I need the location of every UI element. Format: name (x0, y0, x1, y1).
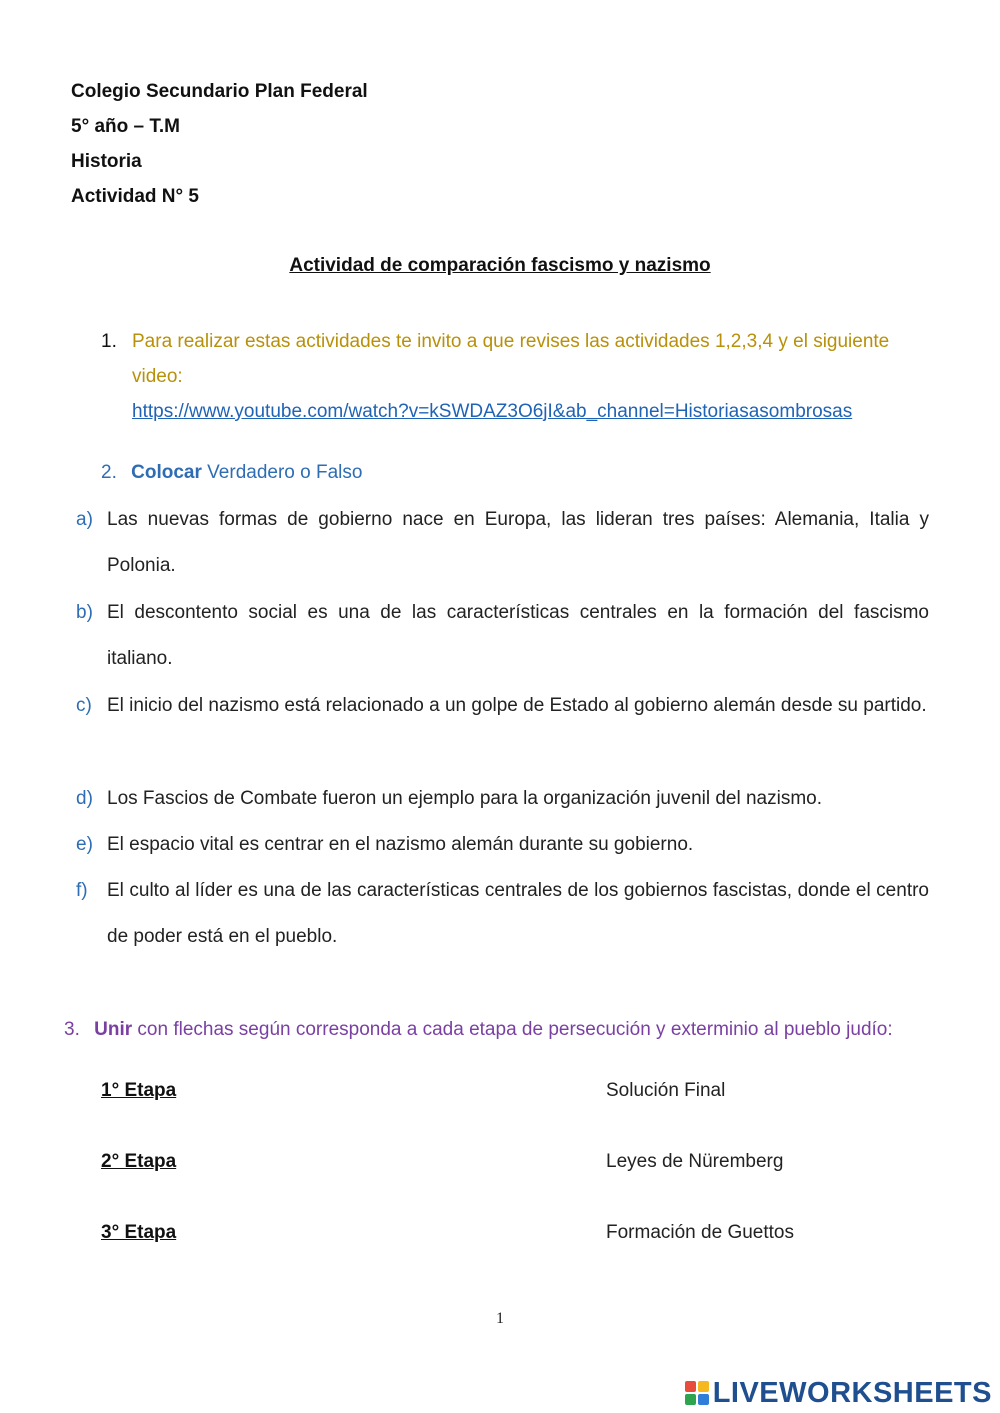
statement-text: El inicio del nazismo está relacionado a un golpe de Estado al gobierno alemán desde su partido. (107, 695, 927, 716)
statement-text: El descontento social es una de las características centrales en la formación del fascismo italiano. (107, 602, 929, 669)
statement-c (76, 683, 929, 729)
statement-label: d) (76, 788, 93, 809)
statement-text: Los Fascios de Combate fueron un ejemplo para la organización juvenil del nazismo. (107, 788, 823, 809)
question-2-number: 2. (101, 462, 117, 483)
statement-label: b) (76, 602, 93, 623)
stage-1[interactable]: 1° Etapa (101, 1080, 177, 1101)
question-3 (64, 1019, 893, 1041)
statement-label: c) (76, 695, 92, 716)
logo-square (698, 1381, 709, 1392)
statement-f (76, 868, 929, 960)
option-formacion-guettos[interactable]: Formación de Guettos (606, 1222, 794, 1243)
question-3-verb: Unir (94, 1019, 133, 1040)
question-3-number: 3. (64, 1019, 80, 1040)
question-1-text: Para realizar estas actividades te invito a que revises las actividades 1,2,3,4 y el siguiente video: (132, 331, 890, 387)
statement-e (76, 822, 929, 868)
statement-text: El espacio vital es centrar en el nazismo alemán durante su gobierno. (107, 834, 694, 855)
liveworksheets-brand (685, 1374, 992, 1412)
logo-square (685, 1394, 696, 1405)
statement-a (76, 497, 929, 589)
activity-number: Actividad N° 5 (71, 186, 199, 207)
video-link[interactable]: https://www.youtube.com/watch?v=kSWDAZ3O6jI&ab_channel=Historiasasombrosas (132, 401, 853, 422)
statement-label: f) (76, 880, 88, 901)
question-1-number: 1. (101, 331, 117, 352)
question-1 (101, 324, 941, 429)
liveworksheets-logo-icon (685, 1381, 709, 1405)
option-solucion-final[interactable]: Solución Final (606, 1080, 726, 1101)
subject: Historia (71, 151, 142, 172)
statement-label: e) (76, 834, 93, 855)
statement-label: a) (76, 509, 93, 530)
page-number: 1 (496, 1310, 504, 1327)
statement-b (76, 590, 929, 682)
brand-name: LIVEWORKSHEETS (712, 1376, 992, 1409)
statement-text: El culto al líder es una de las características centrales de los gobiernos fascistas, donde el centro de poder está en el pueblo. (107, 880, 929, 947)
logo-square (685, 1381, 696, 1392)
stage-3[interactable]: 3° Etapa (101, 1222, 177, 1243)
option-leyes-nuremberg[interactable]: Leyes de Nüremberg (606, 1151, 784, 1172)
question-2 (101, 462, 362, 484)
logo-square (698, 1394, 709, 1405)
question-2-verb: Colocar (131, 462, 202, 483)
statement-text: Las nuevas formas de gobierno nace en Europa, las lideran tres países: Alemania, Italia y Polonia. (107, 509, 929, 576)
school-name: Colegio Secundario Plan Federal (71, 81, 368, 102)
page-title: Actividad de comparación fascismo y nazismo (289, 255, 711, 276)
question-2-text: Verdadero o Falso (201, 462, 363, 483)
school-year: 5° año – T.M (71, 116, 180, 137)
question-3-text: con flechas según corresponda a cada etapa de persecución y exterminio al pueblo judío: (132, 1019, 893, 1040)
statement-d (76, 776, 929, 822)
stage-2[interactable]: 2° Etapa (101, 1151, 177, 1172)
